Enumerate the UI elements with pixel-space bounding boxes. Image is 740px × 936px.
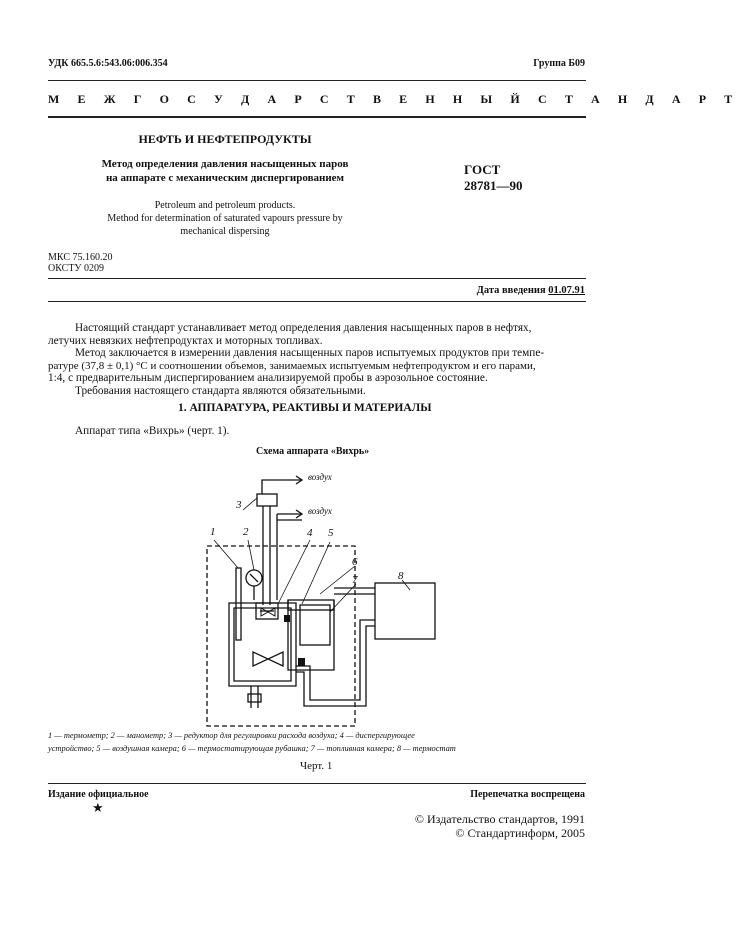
thermostat-box: [375, 583, 435, 639]
number-2: 2: [243, 526, 249, 538]
figure-label: Черт. 1: [300, 760, 333, 772]
paragraph-1-line1: Настоящий стандарт устанавливает метод определения давления насыщенных паров в нефтях,: [75, 322, 532, 334]
reducer-box: [257, 494, 277, 506]
standard-type: М Е Ж Г О С У Д А Р С Т В Е Н Н Ы Й С Т А Н Д А Р Т: [48, 92, 740, 106]
intro-date-value: 01.07.91: [548, 285, 585, 296]
leader-3: [243, 498, 257, 510]
paragraph-2-line3: 1:4, с предварительным диспергированием анализируемой пробы в аэрозольное состояние.: [48, 372, 488, 384]
number-1: 1: [210, 526, 216, 538]
fuel-chamber: [300, 605, 330, 645]
air-label-1: воздух: [308, 472, 332, 482]
leader-1: [214, 540, 238, 568]
drain-valve: [248, 694, 261, 702]
manometer-needle: [250, 574, 258, 582]
official-edition: Издание официальное: [48, 789, 149, 800]
leader-4: [278, 540, 310, 604]
leader-2: [248, 540, 254, 570]
title-en-line2: Method for determination of saturated vapours pressure by: [107, 213, 343, 224]
group-code: Группа Б09: [533, 58, 585, 69]
number-5: 5: [328, 527, 334, 539]
caption-line1: 1 — термометр; 2 — манометр; 3 — редуктор для регулировки расхода воздуха; 4 — диспергирующее: [48, 731, 415, 740]
number-4: 4: [307, 527, 313, 539]
title-en-line3: mechanical dispersing: [180, 226, 270, 237]
copyright-2: © Стандартинформ, 2005: [455, 826, 585, 840]
number-7: 7: [352, 574, 358, 586]
title-sub-line1: Метод определения давления насыщенных паров: [101, 158, 349, 170]
connector-1: [298, 658, 305, 666]
paragraph-1-line2: летучих невязких нефтепродуктах и моторных топливах.: [48, 335, 323, 347]
number-8: 8: [398, 570, 404, 582]
title-main: НЕФТЬ И НЕФТЕПРОДУКТЫ: [138, 132, 312, 146]
mks-code: МКС 75.160.20: [48, 252, 113, 263]
okstu-code: ОКСТУ 0209: [48, 263, 105, 274]
footer-rule: [48, 783, 586, 784]
star-icon: ★: [92, 800, 104, 815]
air-inlet-pipe: [262, 480, 302, 494]
reducer-pipe: [263, 506, 270, 605]
connector-2: [284, 615, 290, 622]
leader-5: [302, 542, 330, 604]
gost-number: 28781—90: [464, 178, 523, 193]
gost-label: ГОСТ: [464, 162, 501, 177]
udk-code: УДК 665.5.6:543.06:006.354: [48, 58, 168, 69]
title-sub-line2: на аппарате с механическим диспергированием: [105, 172, 345, 184]
paragraph-2-line1: Метод заключается в измерении давления насыщенных паров испытуемых продуктов при темпе-: [75, 347, 545, 359]
thermometer: [236, 568, 241, 640]
number-6: 6: [352, 556, 358, 568]
reprint-prohibited: Перепечатка воспрещена: [470, 789, 585, 800]
figure-title: Схема аппарата «Вихрь»: [256, 446, 370, 457]
paragraph-2-line2: ратуре (37,8 ± 0,1) °С и соотношении объемов, занимаемых испытуемым нефтепродуктом и его парами,: [48, 360, 536, 372]
valve-icon: [253, 652, 283, 666]
small-valve-icon: [261, 608, 275, 616]
air-outlet-pipe: [277, 514, 302, 600]
drain-pipe: [251, 686, 258, 708]
copyright-1: © Издательство стандартов, 1991: [414, 812, 585, 826]
title-en-line1: Petroleum and petroleum products.: [154, 200, 296, 211]
leader-6: [320, 566, 355, 594]
intro-date-label: Дата введения: [476, 285, 546, 296]
section-text: Аппарат типа «Вихрь» (черт. 1).: [75, 425, 230, 437]
section-heading: 1. АППАРАТУРА, РЕАКТИВЫ И МАТЕРИАЛЫ: [178, 402, 432, 414]
number-3: 3: [236, 499, 242, 511]
caption-line2: устройство; 5 — воздушная камера; 6 — термостатирующая рубашка; 7 — топливная камера; 8 — термостат: [48, 744, 456, 753]
thermostat-pipe-return-outer: [296, 620, 375, 700]
air-label-2: воздух: [308, 506, 332, 516]
paragraph-3: Требования настоящего стандарта являются обязательными.: [75, 385, 366, 397]
